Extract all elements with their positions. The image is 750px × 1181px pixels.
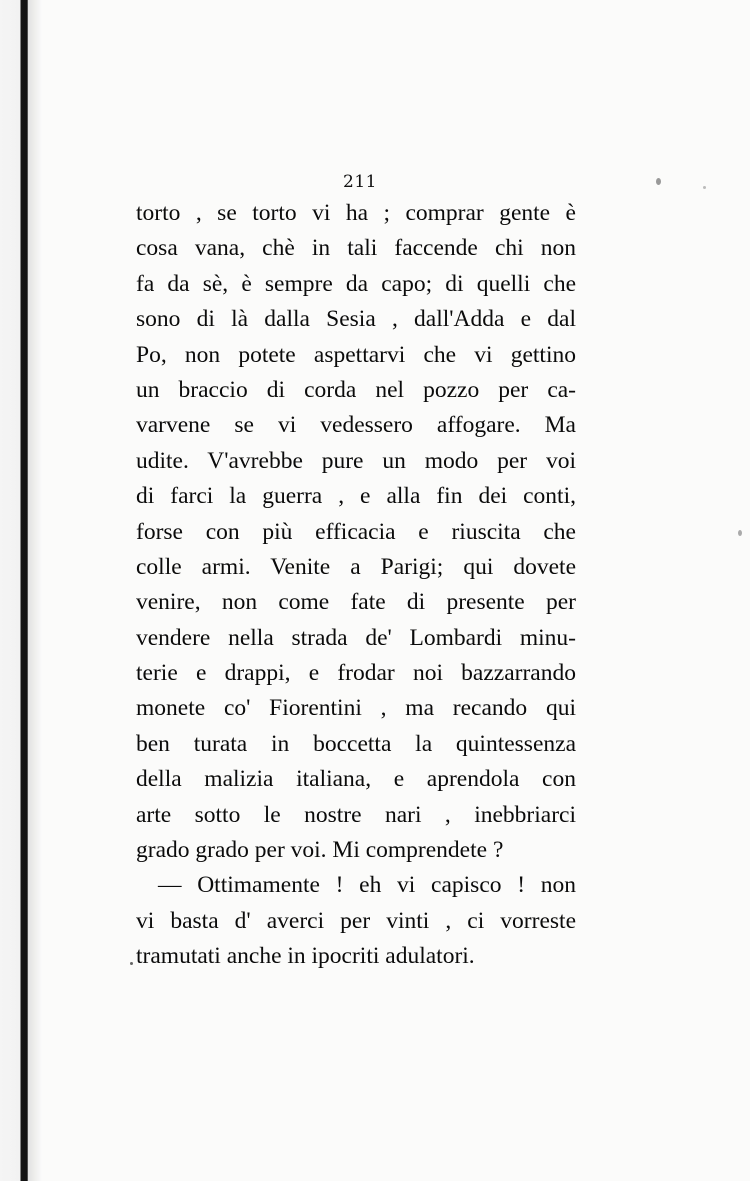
text-line: della malizia italiana, e aprendola con [136, 766, 576, 793]
text-line: di farci la guerra , e alla fin dei conti, [136, 483, 576, 510]
text-line: terie e drappi, e frodar noi bazzarrando [136, 660, 576, 687]
text-line: vi basta d' averci per vinti , ci vorreste [136, 907, 576, 934]
text-line: forse con più efficacia e riuscita che [136, 518, 576, 545]
text-line: ben turata in boccetta la quintessenza [136, 730, 576, 757]
paper-speck [656, 178, 661, 185]
page-number: 211 [343, 172, 377, 192]
text-line: cosa vana, chè in tali faccende chi non [136, 235, 576, 262]
text-line: sono di là dalla Sesia , dall'Adda e dal [136, 306, 576, 333]
body-text [136, 196, 576, 975]
text-line: arte sotto le nostre nari , inebbriarci [136, 801, 576, 828]
text-line: tramutati anche in ipocriti adulatori. [136, 943, 475, 970]
text-line: — Ottimamente ! eh vi capisco ! non [158, 872, 576, 899]
paper-speck [703, 186, 706, 189]
text-line: monete co' Fiorentini , ma recando qui [136, 695, 576, 722]
text-line: torto , se torto vi ha ; comprar gente è [136, 200, 576, 226]
text-line: venire, non come fate di presente per [136, 589, 576, 616]
text-line: Po, non potete aspettarvi che vi gettino [136, 341, 576, 368]
book-spine [0, 0, 28, 1181]
text-line: udite. V'avrebbe pure un modo per voi [136, 447, 576, 474]
text-line: vendere nella strada de' Lombardi minu- [136, 624, 576, 651]
text-line: grado grado per voi. Mi comprendete ? [136, 837, 504, 864]
text-line: varvene se vi vedessero affogare. Ma [136, 412, 576, 439]
text-line: fa da sè, è sempre da capo; di quelli che [136, 270, 576, 297]
spine-shadow [28, 0, 42, 1181]
text-line: un braccio di corda nel pozzo per ca- [136, 376, 576, 403]
text-line: colle armi. Venite a Parigi; qui dovete [136, 553, 576, 580]
paper-speck [130, 962, 133, 965]
paper-speck [738, 530, 742, 536]
